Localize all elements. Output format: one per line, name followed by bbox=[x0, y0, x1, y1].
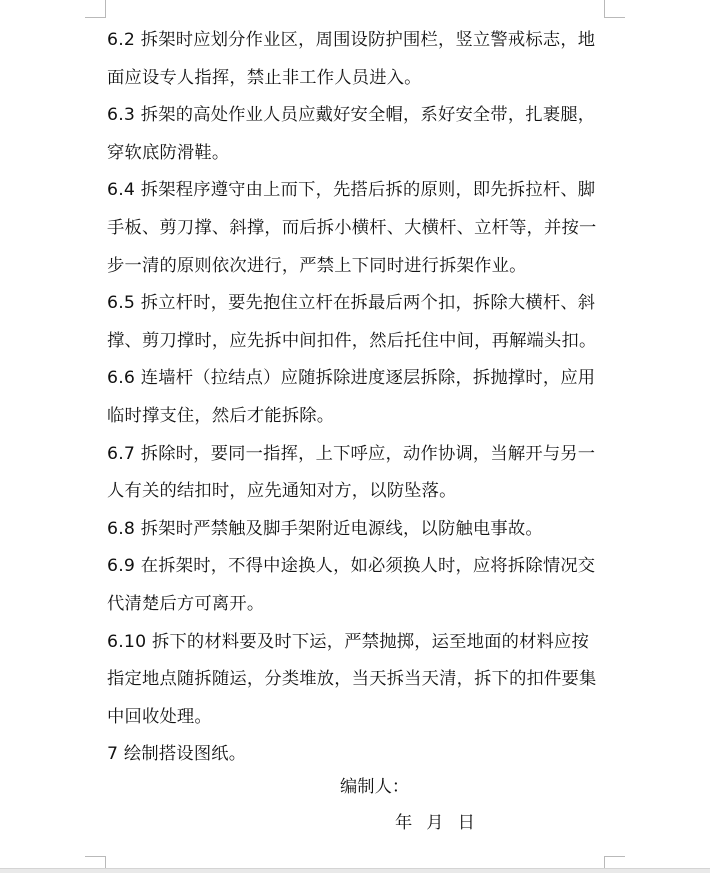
text-line: 手板、剪刀撑、斜撑，而后拆小横杆、大横杆、立杆等，并按一 bbox=[107, 217, 597, 238]
date-month: 月 bbox=[426, 813, 444, 833]
text-line: 步一清的原则依次进行，严禁上下同时进行拆架作业。 bbox=[107, 255, 527, 276]
margin-corner-top-right bbox=[604, 0, 625, 18]
signature-label: 编制人： bbox=[340, 777, 410, 797]
text-line: 6.2 拆架时应划分作业区，周围设防护围栏，竖立警戒标志，地 bbox=[107, 30, 596, 50]
date-line bbox=[395, 806, 475, 840]
text-line: 6.5 拆立杆时，要先抱住立杆在拆最后两个扣，拆除大横杆、斜 bbox=[107, 293, 596, 314]
text-line: 6.3 拆架的高处作业人员应戴好安全帽，系好安全带，扎裹腿， bbox=[107, 105, 596, 126]
text-line: 指定地点随拆随运，分类堆放，当天拆当天清，拆下的扣件要集 bbox=[107, 669, 597, 690]
date-year: 年 bbox=[395, 813, 413, 833]
text-line: 7 绘制搭设图纸。 bbox=[107, 744, 247, 765]
text-line: 代清楚后方可离开。 bbox=[107, 593, 265, 614]
text-line: 6.10 拆下的材料要及时下运，严禁抛掷，运至地面的材料应按 bbox=[107, 631, 590, 652]
text-line: 穿软底防滑鞋。 bbox=[107, 142, 230, 163]
text-line: 6.6 连墙杆（拉结点）应随拆除进度逐层拆除，拆抛撑时，应用 bbox=[107, 368, 596, 389]
text-line: 中回收处理。 bbox=[107, 706, 212, 727]
text-line: 6.7 拆除时，要同一指挥，上下呼应，动作协调，当解开与另一 bbox=[107, 443, 596, 464]
date-day: 日 bbox=[457, 813, 475, 833]
text-line: 6.8 拆架时严禁触及脚手架附近电源线，以防触电事故。 bbox=[107, 518, 543, 539]
text-line: 人有关的结扣时，应先通知对方，以防坠落。 bbox=[107, 481, 457, 502]
text-line: 6.9 在拆架时，不得中途换人，如必须换人时，应将拆除情况交 bbox=[107, 556, 596, 577]
text-line: 临时撑支住，然后才能拆除。 bbox=[107, 405, 335, 426]
text-line: 撑、剪刀撑时，应先拆中间扣件，然后托住中间，再解端头扣。 bbox=[107, 330, 597, 351]
text-line: 6.4 拆架程序遵守由上而下，先搭后拆的原则，即先拆拉杆、脚 bbox=[107, 180, 596, 201]
page-boundary bbox=[0, 868, 710, 873]
text-line: 面应设专人指挥，禁止非工作人员进入。 bbox=[107, 67, 422, 88]
document-body bbox=[107, 22, 607, 774]
margin-corner-top-left bbox=[85, 0, 106, 18]
